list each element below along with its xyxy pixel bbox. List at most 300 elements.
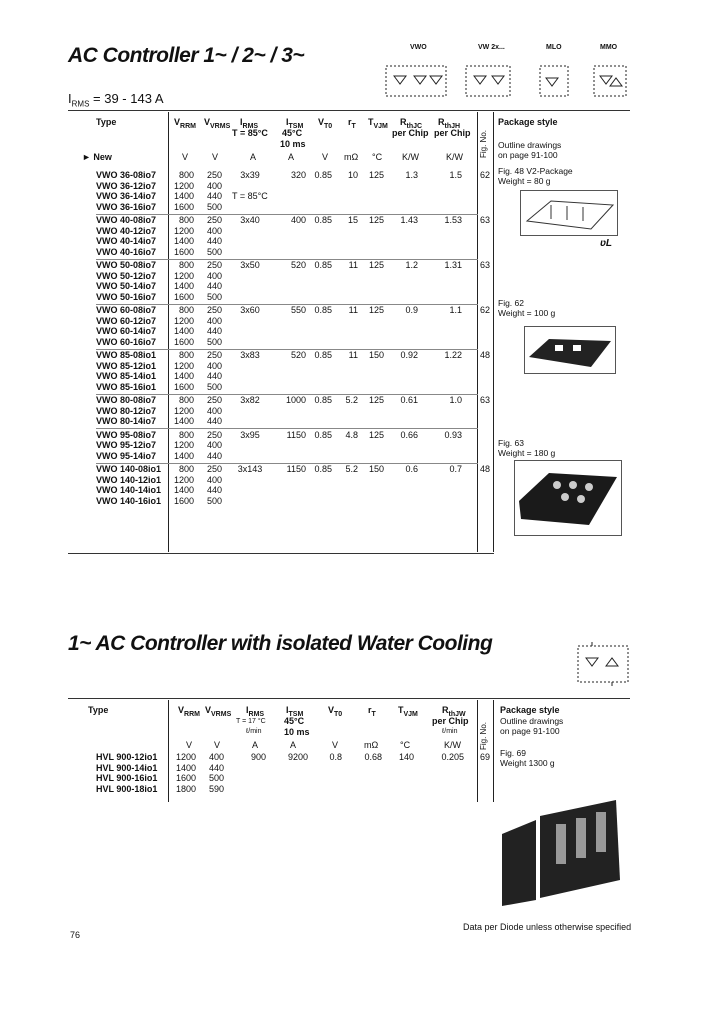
header-tvjm-sub: VJM xyxy=(373,122,388,130)
header-vrms-sub: VRMS xyxy=(210,122,231,130)
g2-vrrm-column xyxy=(168,260,194,302)
vrrm-cell: 1200 xyxy=(173,474,194,485)
vrms-cell: 250 xyxy=(206,429,222,440)
type-cell: VWO 140-14io1 xyxy=(96,485,162,495)
s2-rt-cell: 0.68 xyxy=(364,752,382,762)
h2-tvjm-sym: T xyxy=(398,705,404,715)
rt-cell: 15 xyxy=(347,215,358,225)
itsm-cell: 320 xyxy=(290,170,306,180)
g0-types-column xyxy=(96,170,166,212)
h2-vrms xyxy=(205,705,231,720)
vrrm-cell: 800 xyxy=(178,429,194,440)
header-vt0-sym: V xyxy=(318,117,325,127)
package-image-fig62 xyxy=(524,326,616,374)
h2-package-style: Package style xyxy=(500,705,560,715)
unit-vrrm: V xyxy=(182,152,189,162)
header-itsm-sub: TSM xyxy=(288,122,304,130)
rthjc-cell: 1.43 xyxy=(400,215,418,225)
itsm-cell: 520 xyxy=(290,350,306,360)
h2-itsm-cond2: 10 ms xyxy=(284,727,310,737)
vrms-cell: 400 xyxy=(206,270,222,281)
type-cell: VWO 140-08io1 xyxy=(96,464,162,474)
g1-vrms-column xyxy=(198,215,222,257)
type-cell: VWO 60-14io7 xyxy=(96,326,157,336)
tvjm-cell: 150 xyxy=(368,350,384,360)
fig-cell: 63 xyxy=(479,215,490,225)
type-cell: VWO 60-16io7 xyxy=(96,336,157,347)
weight62-label: Weight = 100 g xyxy=(498,308,556,318)
h2-rthjw-cond: per Chip xyxy=(432,716,469,726)
header-rthjh-cond: per Chip xyxy=(434,128,471,138)
vrms-cell: 400 xyxy=(206,225,222,236)
type-cell: HVL 900-12io1 xyxy=(96,752,158,762)
type-cell: VWO 80-08io7 xyxy=(96,395,157,405)
rthjh-cell: 1.53 xyxy=(444,215,462,225)
s2-itsm-cell: 9200 xyxy=(287,752,308,762)
header-rthjc-cond: per Chip xyxy=(392,128,429,138)
footer-note: Data per Diode unless otherwise specified xyxy=(463,922,632,932)
type-cell: VWO 80-14io7 xyxy=(96,416,157,426)
vt0-cell: 0.85 xyxy=(314,464,332,474)
rthjc-cell: 0.66 xyxy=(400,429,418,440)
vrms-cell: 440 xyxy=(206,236,222,246)
g7-vrrm-column xyxy=(168,464,194,506)
tvjm-cell: 125 xyxy=(368,170,384,180)
type-cell: VWO 85-16io1 xyxy=(96,381,157,392)
weight69-label: Weight 1300 g xyxy=(500,758,555,768)
outline-line2: on page 91-100 xyxy=(498,150,558,160)
vrms-cell: 400 xyxy=(206,315,222,326)
header-tvjm-sym: T xyxy=(368,117,374,127)
vrrm-cell: 1200 xyxy=(173,270,194,281)
weight63-label: Weight = 180 g xyxy=(498,448,556,458)
s2-vrms-column xyxy=(198,752,224,794)
rthjc-cell: 0.9 xyxy=(405,305,418,315)
vrms-cell: 500 xyxy=(206,495,222,506)
g0-vrms-column xyxy=(198,170,222,212)
header-figno: Fig. No. xyxy=(479,129,488,158)
package-image-fig69 xyxy=(496,780,636,906)
vrms-cell: 440 xyxy=(206,485,222,495)
type-cell: HVL 900-14io1 xyxy=(96,762,158,773)
type-cell: VWO 60-08io7 xyxy=(96,305,157,315)
header-vrrm-sub: RRM xyxy=(180,122,196,130)
package-code-vwo: VWO xyxy=(410,44,427,51)
vrms-cell: 250 xyxy=(206,215,222,225)
type-cell: VWO 36-12io7 xyxy=(96,180,157,191)
h2-irms-sym: I xyxy=(246,705,249,715)
header-vt0-sub: T0 xyxy=(324,122,333,130)
package-notes-fig62 xyxy=(498,298,555,318)
vrms-cell: 500 xyxy=(206,381,222,392)
g4-types-column xyxy=(96,350,166,392)
g6-types-column xyxy=(96,430,166,462)
vrrm-cell: 1200 xyxy=(173,360,194,371)
rt-cell: 11 xyxy=(348,350,358,360)
header-rthjh-sub: thJH xyxy=(444,122,461,130)
rthjh-cell: 1.5 xyxy=(449,170,462,180)
s2-irms-cell: 900 xyxy=(250,752,266,762)
unit-tvjm: °C xyxy=(372,152,383,162)
h2-vrms-sym: V xyxy=(205,705,212,715)
rthjh-cell: 1.0 xyxy=(449,395,462,405)
type-cell: VWO 60-12io7 xyxy=(96,315,157,326)
tvjm-cell: 125 xyxy=(368,305,384,315)
section1-title: AC Controller 1~ / 2~ / 3~ xyxy=(68,44,305,67)
package-image-fig63 xyxy=(514,460,622,536)
weight48-label: Weight = 80 g xyxy=(498,176,551,186)
vrrm-cell: 1600 xyxy=(173,381,194,392)
vrrm-cell: 800 xyxy=(178,350,194,360)
header-irms-sym: I xyxy=(240,117,243,127)
vrms-cell: 250 xyxy=(206,350,222,360)
g3-vrms-column xyxy=(198,305,222,347)
type-cell: VWO 36-16io7 xyxy=(96,201,157,212)
vrms-cell: 440 xyxy=(206,191,222,201)
irms-cell: 3x82 xyxy=(240,395,260,405)
vrms-cell: 440 xyxy=(206,371,222,381)
ul-logo: ʋL xyxy=(600,238,613,249)
rthjc-cell: 0.6 xyxy=(405,464,418,474)
g5-vrms-column xyxy=(198,395,222,427)
g3-types-column xyxy=(96,305,166,347)
rt-cell: 5.2 xyxy=(345,464,358,474)
type-cell: HVL 900-16io1 xyxy=(96,773,158,783)
s2-vt0-cell: 0.8 xyxy=(329,752,342,762)
vrrm-cell: 1200 xyxy=(173,225,194,236)
header-tvjm xyxy=(368,117,388,132)
irms-cell: 3x83 xyxy=(240,350,260,360)
s2-types-column xyxy=(96,752,168,794)
h2-figno: Fig. No. xyxy=(479,721,488,750)
g7-types-column xyxy=(96,464,166,506)
itsm-cell: 1150 xyxy=(286,429,306,440)
g1-types-column xyxy=(96,215,166,257)
vrms-cell: 400 xyxy=(206,360,222,371)
header-vrrm xyxy=(174,117,196,132)
type-cell: VWO 50-16io7 xyxy=(96,291,157,302)
irms-cell: 3x40 xyxy=(240,215,260,225)
rthjh-cell: 1.22 xyxy=(444,350,462,360)
u2-itsm: A xyxy=(290,740,297,750)
package-image-fig48 xyxy=(520,190,618,236)
h2-irms-cond2: ℓ/min xyxy=(246,728,262,735)
vrms-cell: 400 xyxy=(206,474,222,485)
rt-cell: 4.8 xyxy=(345,429,358,440)
vrms-cell: 400 xyxy=(208,752,224,762)
h2-rt-sub: T xyxy=(371,710,376,718)
header-rthjh-sym: R xyxy=(438,117,445,127)
h2-tvjm-sub: VJM xyxy=(403,710,418,718)
header-rt-sym: r xyxy=(348,117,352,127)
fig-cell: 48 xyxy=(479,464,490,474)
h2-type: Type xyxy=(88,705,109,715)
vt0-cell: 0.85 xyxy=(314,215,332,225)
vrms-cell: 440 xyxy=(206,326,222,336)
fig-cell: 62 xyxy=(479,305,490,315)
header-rthjc-sub: thJC xyxy=(406,122,423,130)
fig-cell: 48 xyxy=(479,350,490,360)
type-cell: VWO 40-16io7 xyxy=(96,246,157,257)
u2-vrms: V xyxy=(214,740,221,750)
g7-vrms-column xyxy=(198,464,222,506)
vrrm-cell: 800 xyxy=(178,305,194,315)
type-cell: VWO 95-14io7 xyxy=(96,450,157,461)
rthjc-cell: 1.2 xyxy=(405,260,418,270)
type-cell: VWO 95-12io7 xyxy=(96,440,157,450)
vt0-cell: 0.85 xyxy=(314,305,332,315)
vrms-cell: 440 xyxy=(206,416,222,426)
header-rt-sub: T xyxy=(351,122,356,130)
vrrm-cell: 1200 xyxy=(173,315,194,326)
type-cell: VWO 36-08io7 xyxy=(96,170,157,180)
rthjc-cell: 1.3 xyxy=(405,170,418,180)
vrrm-cell: 1400 xyxy=(173,371,194,381)
rt-cell: 5.2 xyxy=(345,395,358,405)
type-cell: VWO 36-14io7 xyxy=(96,191,157,201)
h2-vrrm-sym: V xyxy=(178,705,185,715)
vrms-cell: 500 xyxy=(206,291,222,302)
rthjc-cell: 0.61 xyxy=(400,395,418,405)
vrms-cell: 400 xyxy=(206,405,222,416)
tvjm-cell: 150 xyxy=(368,464,384,474)
irms-cell: 3x50 xyxy=(240,260,260,270)
package-code-mlo: MLO xyxy=(546,44,562,51)
irms-cell: 3x95 xyxy=(240,429,260,440)
s2-tvjm-cell: 140 xyxy=(398,752,414,762)
rthjh-cell: 1.31 xyxy=(444,260,462,270)
type-cell: VWO 85-08io1 xyxy=(96,350,157,360)
type-cell: VWO 80-12io7 xyxy=(96,405,157,416)
vrrm-cell: 800 xyxy=(178,215,194,225)
rthjh-cell: 1.1 xyxy=(449,305,462,315)
unit-vrms: V xyxy=(212,152,219,162)
vrms-cell: 250 xyxy=(206,305,222,315)
s2-outline-line1: Outline drawings xyxy=(500,716,564,726)
page-number: 76 xyxy=(70,930,81,940)
package-code-vw2: VW 2x... xyxy=(478,44,505,51)
header-itsm-cond2: 10 ms xyxy=(280,139,306,149)
vrrm-cell: 800 xyxy=(178,464,194,474)
g4-vrrm-column xyxy=(168,350,194,392)
header-vrms-sym: V xyxy=(204,117,211,127)
irms-prefix: I xyxy=(68,91,72,106)
g3-vrrm-column xyxy=(168,305,194,347)
vrms-cell: 250 xyxy=(206,260,222,270)
vrms-cell: 500 xyxy=(206,336,222,347)
rt-cell: 11 xyxy=(348,305,358,315)
package-code-mmo: MMO xyxy=(600,44,618,51)
vrrm-cell: 1600 xyxy=(175,773,196,783)
vrrm-cell: 1400 xyxy=(173,416,194,426)
itsm-cell: 520 xyxy=(290,260,306,270)
itsm-cell: 1000 xyxy=(285,395,306,405)
type-cell: VWO 50-14io7 xyxy=(96,281,157,291)
type-cell: VWO 85-12io1 xyxy=(96,360,157,371)
vrrm-cell: 800 xyxy=(178,260,194,270)
vrms-cell: 500 xyxy=(208,773,224,783)
g5-types-column xyxy=(96,395,166,427)
vrrm-cell: 1400 xyxy=(173,281,194,291)
vrrm-cell: 800 xyxy=(178,395,194,405)
h2-rt xyxy=(368,705,376,720)
vrms-cell: 250 xyxy=(206,170,222,180)
vrms-cell: 400 xyxy=(206,440,222,450)
unit-irms: A xyxy=(250,152,257,162)
header-itsm-sym: I xyxy=(286,117,289,127)
vrrm-cell: 1600 xyxy=(173,246,194,257)
vrrm-cell: 1200 xyxy=(173,405,194,416)
header-type: Type xyxy=(96,117,117,127)
vrrm-cell: 1200 xyxy=(175,752,196,762)
fig63-label: Fig. 63 xyxy=(498,438,524,448)
h2-rthjw-cond2: ℓ/min xyxy=(442,728,458,735)
header-rthjc-sym: R xyxy=(400,117,407,127)
vrms-cell: 500 xyxy=(206,246,222,257)
h2-irms-cond: T = 17 °C xyxy=(236,718,266,725)
rthjh-cell: 0.7 xyxy=(449,464,462,474)
itsm-cell: 1150 xyxy=(286,464,306,474)
vrms-cell: 250 xyxy=(206,464,222,474)
package-notes-fig63 xyxy=(498,438,555,458)
vrrm-cell: 1200 xyxy=(173,180,194,191)
s2-outline-line2: on page 91-100 xyxy=(500,726,560,736)
header-rt xyxy=(348,117,356,132)
rthjc-cell: 0.92 xyxy=(400,350,418,360)
header-package-style: Package style xyxy=(498,117,558,127)
h2-rthjw-sym: R xyxy=(442,705,449,715)
g1-vrrm-column xyxy=(168,215,194,257)
unit-itsm: A xyxy=(288,152,295,162)
type-cell: VWO 40-14io7 xyxy=(96,236,157,246)
unit-rthjc: K/W xyxy=(402,152,419,162)
type-cell: VWO 40-12io7 xyxy=(96,225,157,236)
type-cell: VWO 50-08io7 xyxy=(96,260,157,270)
irms-cell: 3x60 xyxy=(240,305,260,315)
header-itsm-cond1: 45°C xyxy=(282,128,303,138)
fig-cell: 62 xyxy=(479,170,490,180)
vrms-cell: 500 xyxy=(206,201,222,212)
vrrm-cell: 1400 xyxy=(175,762,196,773)
h2-itsm-cond1: 45°C xyxy=(284,716,305,726)
tvjm-cell: 125 xyxy=(368,429,384,440)
vrrm-cell: 1800 xyxy=(175,783,196,794)
irms-note-cell: T = 85°C xyxy=(232,191,268,201)
type-cell: VWO 40-08io7 xyxy=(96,215,157,225)
fig-cell: 63 xyxy=(479,260,490,270)
itsm-cell: 400 xyxy=(290,215,306,225)
vrrm-cell: 1400 xyxy=(173,236,194,246)
vt0-cell: 0.85 xyxy=(314,260,332,270)
vrms-cell: 590 xyxy=(208,783,224,794)
vrms-cell: 440 xyxy=(206,450,222,461)
hvl-circuit-icon xyxy=(572,640,638,688)
h2-vt0-sub: T0 xyxy=(334,710,343,718)
u2-vt0: V xyxy=(332,740,339,750)
u2-rthjw: K/W xyxy=(444,740,461,750)
h2-itsm-sym: I xyxy=(286,705,289,715)
vrrm-cell: 1400 xyxy=(173,191,194,201)
vrrm-cell: 1600 xyxy=(173,336,194,347)
circuit-schematic-icons xyxy=(382,58,638,104)
section2-title: 1~ AC Controller with isolated Water Cooling xyxy=(68,632,493,655)
rt-cell: 10 xyxy=(347,170,358,180)
u2-vrrm: V xyxy=(186,740,193,750)
package-notes-top xyxy=(498,140,573,186)
fig62-label: Fig. 62 xyxy=(498,298,524,308)
vrms-cell: 440 xyxy=(206,281,222,291)
fig48-label: Fig. 48 V2-Package xyxy=(498,166,573,176)
vrrm-cell: 1600 xyxy=(173,201,194,212)
unit-new: ► New xyxy=(82,152,112,162)
tvjm-cell: 125 xyxy=(368,260,384,270)
h2-vt0-sym: V xyxy=(328,705,335,715)
h2-rt-sym: r xyxy=(368,705,372,715)
h2-tvjm xyxy=(398,705,418,720)
vrrm-cell: 1200 xyxy=(173,440,194,450)
header-irms-cond: T = 85°C xyxy=(232,128,268,138)
unit-vt0: V xyxy=(322,152,329,162)
h2-itsm-sub: TSM xyxy=(288,710,304,718)
type-cell: VWO 140-16io1 xyxy=(96,495,162,506)
vrms-cell: 440 xyxy=(208,762,224,773)
g6-vrms-column xyxy=(198,430,222,462)
type-cell: VWO 95-08io7 xyxy=(96,429,157,440)
vt0-cell: 0.85 xyxy=(314,395,332,405)
h2-vrrm-sub: RRM xyxy=(184,710,200,718)
g5-vrrm-column xyxy=(168,395,194,427)
s2-rthjw-cell: 0.205 xyxy=(441,752,464,762)
h2-vt0 xyxy=(328,705,342,720)
itsm-cell: 550 xyxy=(290,305,306,315)
vrrm-cell: 1600 xyxy=(173,495,194,506)
header-vrrm-sym: V xyxy=(174,117,181,127)
vrrm-cell: 1400 xyxy=(173,326,194,336)
irms-cell: 3x39 xyxy=(240,170,260,180)
type-cell: VWO 50-12io7 xyxy=(96,270,157,281)
tvjm-cell: 125 xyxy=(368,215,384,225)
outline-line1: Outline drawings xyxy=(498,140,562,150)
vt0-cell: 0.85 xyxy=(314,170,332,180)
s2-fig-cell: 69 xyxy=(479,752,490,762)
package-notes-section2 xyxy=(500,716,563,768)
h2-vrrm xyxy=(178,705,200,720)
tvjm-cell: 125 xyxy=(368,395,384,405)
type-cell: VWO 140-12io1 xyxy=(96,474,162,485)
h2-rthjw-sub: thJW xyxy=(448,710,466,718)
vrrm-cell: 1400 xyxy=(173,450,194,461)
vrms-cell: 400 xyxy=(206,180,222,191)
vt0-cell: 0.85 xyxy=(314,350,332,360)
h2-irms-sub: RMS xyxy=(248,710,265,718)
u2-irms: A xyxy=(252,740,259,750)
header-vt0 xyxy=(318,117,332,132)
rt-cell: 11 xyxy=(348,260,358,270)
g4-vrms-column xyxy=(198,350,222,392)
g0-vrrm-column xyxy=(168,170,194,212)
fig69-label: Fig. 69 xyxy=(500,748,526,758)
vt0-cell: 0.85 xyxy=(314,429,332,440)
header-irms-sub: RMS xyxy=(242,122,259,130)
irms-value: = 39 - 143 A xyxy=(93,91,164,106)
irms-sub: RMS xyxy=(71,99,90,109)
type-cell: HVL 900-18io1 xyxy=(96,783,158,794)
g2-types-column xyxy=(96,260,166,302)
vrrm-cell: 1600 xyxy=(173,291,194,302)
irms-range xyxy=(68,91,164,109)
s2-vrrm-column xyxy=(170,752,196,794)
header-vrms xyxy=(204,117,230,132)
